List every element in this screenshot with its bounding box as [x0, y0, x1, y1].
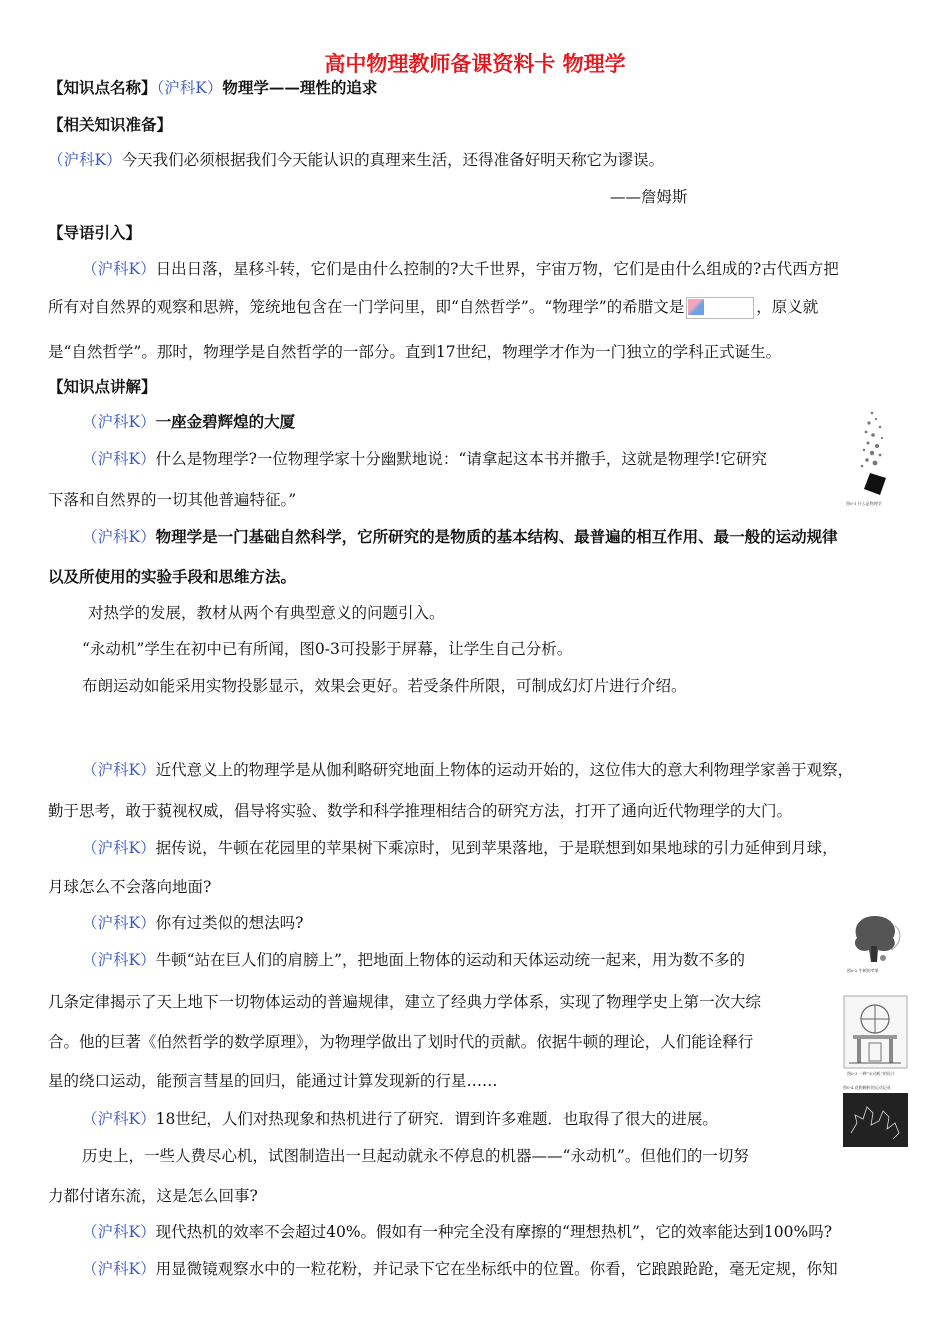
para-7b: 勤于思考，敢于藐视权威，倡导将实验、数学和科学推理相结合的研究方法，打开了通向近代物理学的大门。	[48, 802, 793, 820]
figure-caption: 图0-4 花粉颗粒的运动记录	[843, 1085, 891, 1090]
para-5: “永动机”学生在初中已有所闻，图0-3可投影于屏幕，让学生自己分析。	[82, 640, 573, 658]
source-tag: （沪科K）	[82, 413, 156, 431]
paragraph-text: 牛顿“站在巨人们的肩膀上”，把地面上物体的运动和天体运动统一起来，用为数不多的	[155, 951, 745, 969]
paragraph-text: 日出日落，星移斗转，它们是由什么控制的?大千世界，宇宙万物，它们是由什么组成的?古代西方把	[155, 260, 839, 278]
knowledge-name: 物理学——理性的追求	[222, 78, 378, 97]
para-2b: 下落和自然界的一切其他普遍特征。”	[48, 491, 297, 509]
source-tag: （沪科K）	[82, 450, 156, 468]
paragraph-text: 你有过类似的想法吗?	[155, 914, 304, 932]
para-7a	[82, 759, 853, 781]
intro-line-2	[48, 296, 818, 319]
para-10b: 几条定律揭示了天上地下一切物体运动的普遍规律，建立了经典力学体系，实现了物理学史上第一次大综	[48, 993, 762, 1011]
figure-falling-book	[842, 405, 902, 513]
source-tag: （沪科K）	[82, 1260, 156, 1278]
source-tag: （沪科K）	[82, 761, 156, 779]
quote-text: 今天我们必须根据我们今天能认识的真理来生活，还得准备好明天称它为谬误。	[121, 151, 665, 169]
para-13	[82, 1221, 832, 1243]
falling-book-illustration	[842, 405, 902, 513]
figure-perpetual-machine	[843, 995, 908, 1077]
paragraph-text: 现代热机的效率不会超过40%。假如有一种完全没有摩擦的“理想热机”，它的效率能达到100%吗?	[155, 1223, 833, 1241]
section-heading: 【知识点名称】	[48, 79, 157, 97]
source-tag: （沪科K）	[82, 951, 156, 969]
figure-caption: 图0-1 什么是物理学	[846, 501, 882, 506]
figure-caption: 图0-2 牛顿的苹果	[847, 968, 879, 973]
paragraph-text: 物理学是一门基础自然科学，它所研究的是物质的基本结构、最普遍的相互作用、最一般的运动规律	[155, 527, 838, 546]
figure-brownian-motion	[843, 1085, 908, 1149]
section-heading-preparation: 【相关知识准备】	[48, 116, 173, 134]
paragraph-text: 18世纪，人们对热现象和热机进行了研究．谓到许多难题．也取得了很大的进展。	[155, 1110, 718, 1128]
para-12b: 力都付诸东流，这是怎么回事?	[48, 1187, 258, 1205]
para-8a	[82, 837, 838, 859]
para-3b: 以及所使用的实验手段和思维方法。	[48, 567, 297, 586]
paragraph-text: 什么是物理学?一位物理学家十分幽默地说：“请拿起这本书并撒手，这就是物理学!它研究	[155, 450, 768, 468]
figure-caption: 图0-3 一种“永动机”的设计	[847, 1071, 895, 1076]
intro-line-1	[82, 258, 839, 280]
quote-author: ——詹姆斯	[610, 188, 688, 206]
greek-word-image	[686, 297, 754, 319]
para-10a	[82, 949, 745, 971]
para-9	[82, 912, 303, 934]
paragraph-text: 一座金碧辉煌的大厦	[155, 412, 296, 431]
para-14	[82, 1258, 838, 1280]
paragraph-text: 近代意义上的物理学是从伽利略研究地面上物体的运动开始的，这位伟大的意大利物理学家善于观察，	[155, 761, 854, 779]
quote-line	[48, 149, 664, 171]
broken-image-icon	[688, 299, 704, 315]
brownian-motion-illustration	[843, 1093, 908, 1147]
source-tag: （沪科K）	[82, 528, 156, 546]
apple-tree-illustration	[843, 910, 908, 966]
source-tag: （沪科K）	[156, 79, 223, 97]
source-tag: （沪科K）	[82, 1110, 156, 1128]
para-4: 对热学的发展，教材从两个有典型意义的问题引入。	[88, 604, 445, 622]
perpetual-machine-illustration	[843, 995, 908, 1069]
intro-line-3: 是“自然哲学”。那时，物理学是自然哲学的一部分。直到17世纪，物理学才作为一门独立的学科正式诞生。	[48, 343, 782, 361]
knowledge-name-line	[48, 77, 377, 99]
source-tag: （沪科K）	[82, 1223, 156, 1241]
para-12a: 历史上，一些人费尽心机，试图制造出一旦起动就永不停息的机器——“永动机”。但他们的一切努	[82, 1147, 749, 1165]
source-tag: （沪科K）	[48, 151, 122, 169]
page-title: 高中物理教师备课资料卡 物理学	[324, 52, 626, 76]
para-2a	[82, 448, 767, 470]
source-tag: （沪科K）	[82, 260, 156, 278]
figure-apple-tree	[843, 910, 908, 974]
para-6: 布朗运动如能采用实物投影显示，效果会更好。若受条件所限，可制成幻灯片进行介绍。	[82, 677, 687, 695]
para-10d: 星的绕口运动，能预言彗星的回归，能通过计算发现新的行星……	[48, 1072, 498, 1090]
section-heading-intro: 【导语引入】	[48, 224, 142, 242]
para-3a	[82, 526, 838, 548]
para-1	[82, 411, 295, 433]
para-8b: 月球怎么不会落向地面?	[48, 878, 212, 896]
paragraph-text: 用显微镜观察水中的一粒花粉，并记录下它在坐标纸中的位置。你看，它踉踉跄跄，毫无定规，你知	[155, 1260, 838, 1278]
para-10c: 合。他的巨著《伯然哲学的数学原理》，为物理学做出了划时代的贡献。依据牛顿的理论，人们能诠释行	[48, 1033, 754, 1051]
paragraph-text: 所有对自然界的观察和思辨，笼统地包含在一门学问里，即“自然哲学”。“物理学”的希腊文是	[48, 298, 685, 316]
section-heading-explanation: 【知识点讲解】	[48, 378, 157, 396]
paragraph-text: 据传说，牛顿在花园里的苹果树下乘凉时，见到苹果落地，于是联想到如果地球的引力延伸到月球，	[155, 839, 838, 857]
paragraph-text: ，原义就	[756, 298, 819, 316]
source-tag: （沪科K）	[82, 839, 156, 857]
source-tag: （沪科K）	[82, 914, 156, 932]
para-11	[82, 1108, 718, 1130]
